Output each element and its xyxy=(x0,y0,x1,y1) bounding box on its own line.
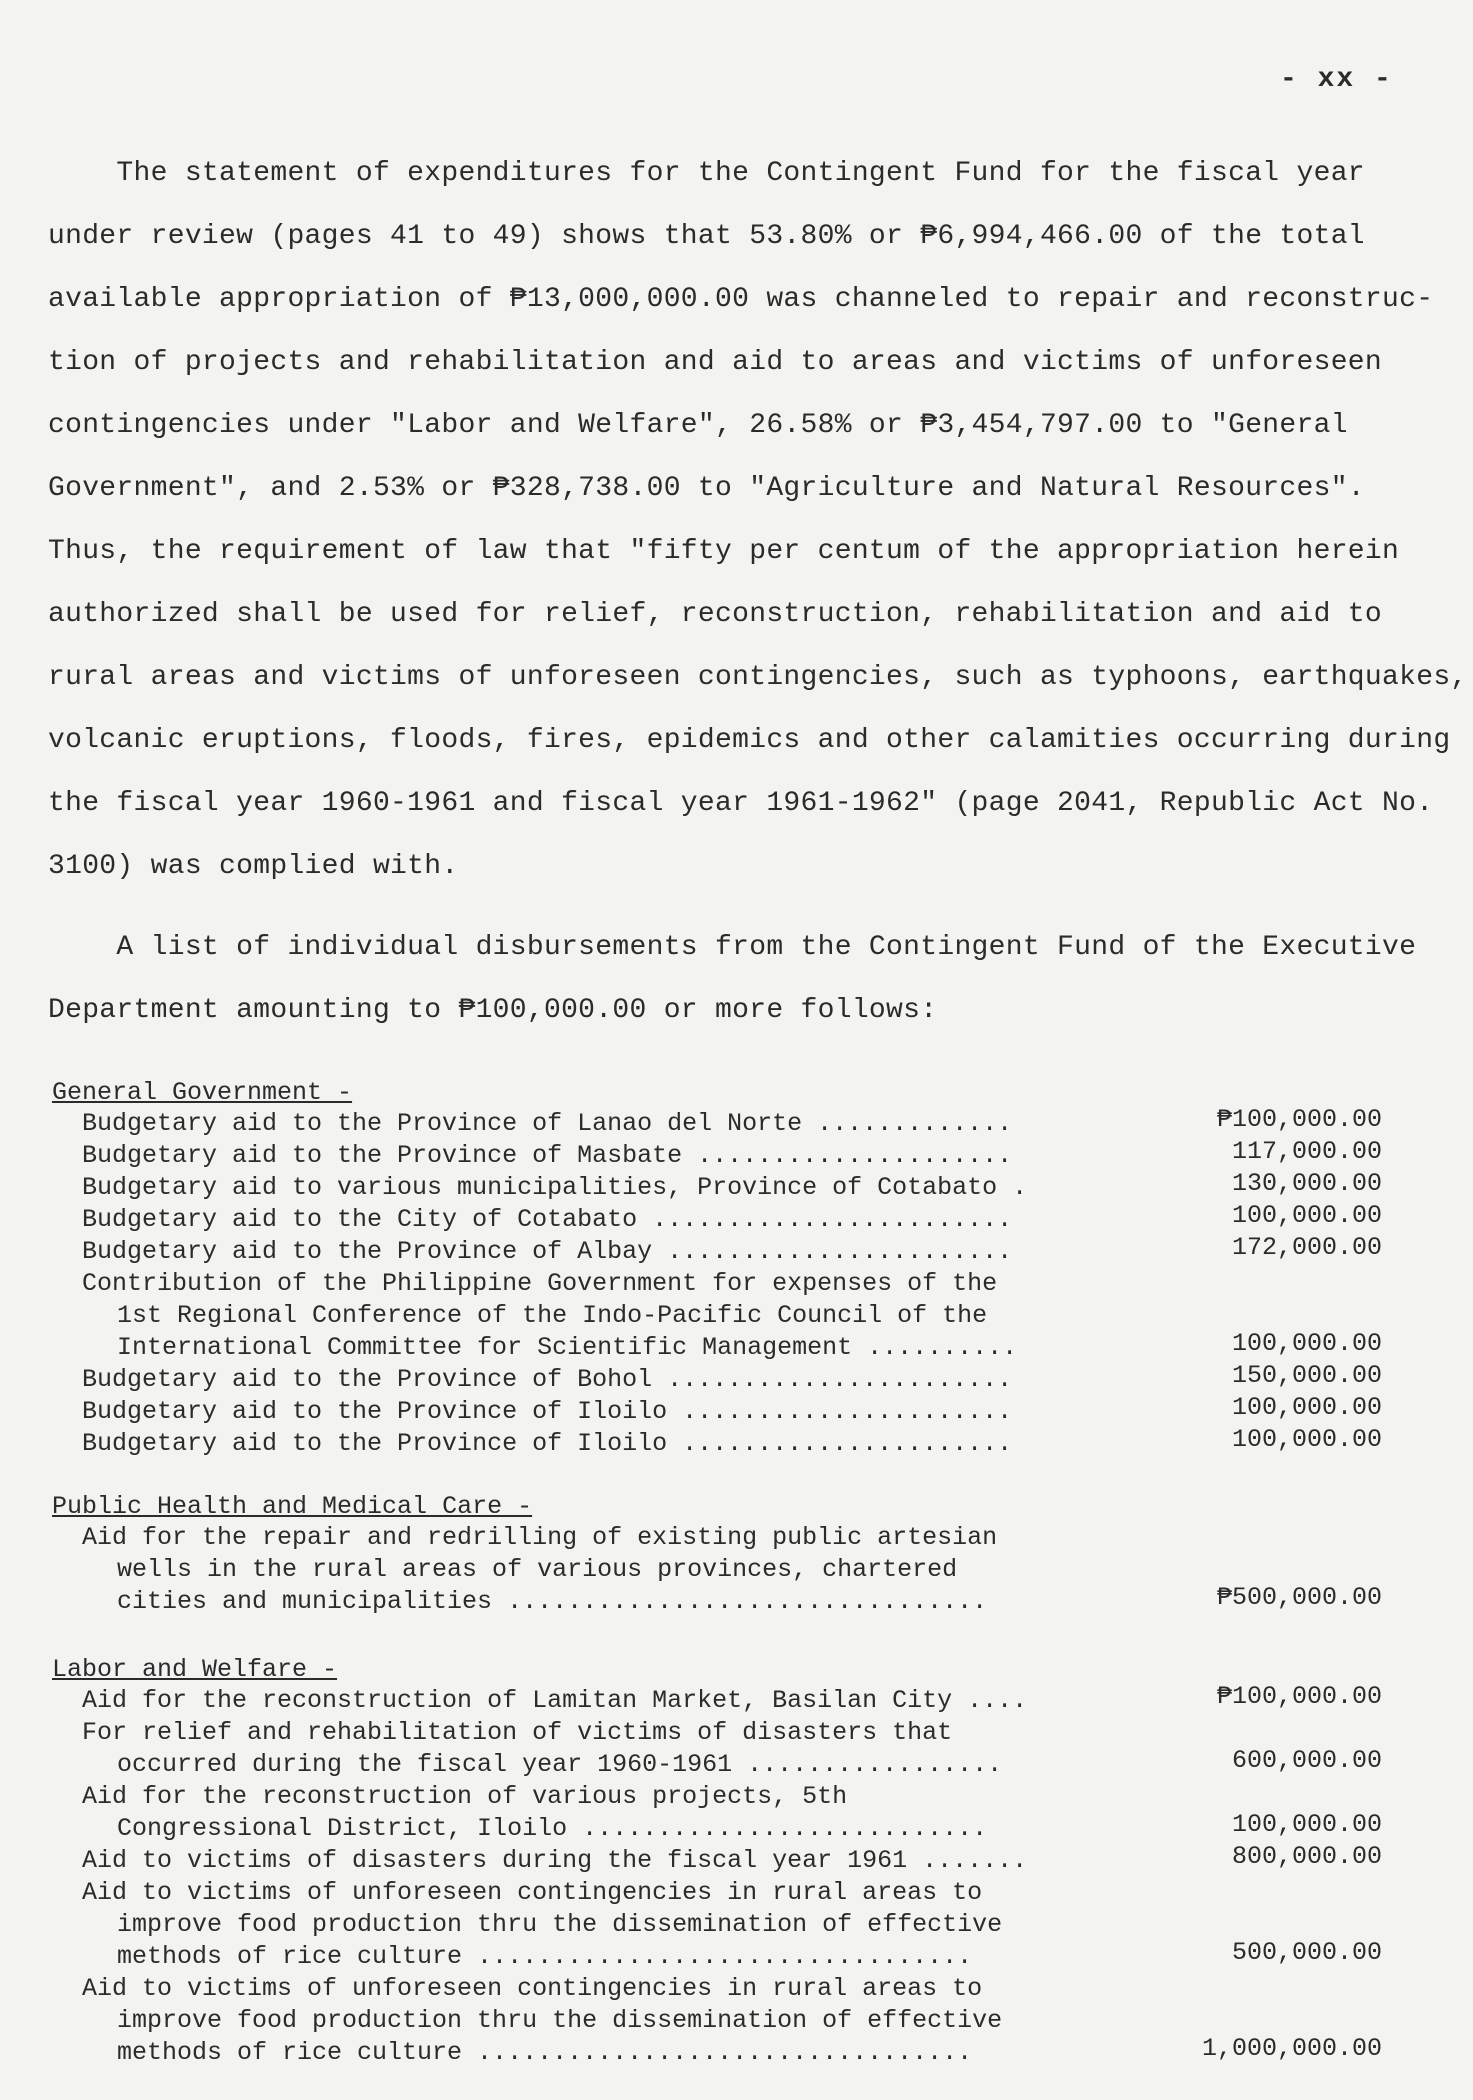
item-description: Budgetary aid to the Province of Masbate ..................... xyxy=(82,1141,1013,1170)
item-description: Aid to victims of unforeseen contingencies in rural areas to xyxy=(82,1974,983,2003)
section-heading: Labor and Welfare - xyxy=(52,1655,338,1684)
item-description: Aid for the reconstruction of various projects, 5th xyxy=(82,1782,848,1811)
paragraph-disbursements-intro xyxy=(48,916,1428,1042)
item-amount: 800,000.00 xyxy=(1231,1842,1382,1871)
text-line: contingencies under "Labor and Welfare", 26.58% or ₱3,454,797.00 to "General xyxy=(48,410,1348,441)
disbursement-item xyxy=(52,1361,1382,1396)
item-description: cities and municipalities ................................ xyxy=(117,1587,988,1616)
item-amount: 100,000.00 xyxy=(1231,1329,1382,1358)
text-line: 3100) was complied with. xyxy=(48,851,459,882)
text-line: tion of projects and rehabilitation and aid to areas and victims of unforeseen xyxy=(48,347,1383,378)
disbursement-item xyxy=(52,1717,1382,1781)
item-description: Budgetary aid to the Province of Lanao del Norte ............. xyxy=(82,1109,1013,1138)
disbursement-item xyxy=(52,1842,1382,1877)
paragraph-expenditures-statement xyxy=(48,142,1468,898)
disbursement-item xyxy=(52,1425,1382,1460)
item-description: Aid to victims of unforeseen contingencies in rural areas to xyxy=(82,1878,983,1907)
item-description: Budgetary aid to the City of Cotabato ........................ xyxy=(82,1205,1013,1234)
text-line: A list of individual disbursements from the Contingent Fund of the Executive xyxy=(48,932,1417,963)
item-amount: 117,000.00 xyxy=(1231,1137,1382,1166)
item-description: Budgetary aid to the Province of Albay ....................... xyxy=(82,1237,1013,1266)
disbursement-item xyxy=(52,1682,1382,1717)
text-line: volcanic eruptions, floods, fires, epidemics and other calamities occurring during xyxy=(48,725,1451,756)
text-line: the fiscal year 1960-1961 and fiscal year 1961-1962" (page 2041, Republic Act No. xyxy=(48,788,1434,819)
item-description: 1st Regional Conference of the Indo-Pacific Council of the xyxy=(117,1301,988,1330)
item-description: methods of rice culture ................................. xyxy=(117,1942,973,1971)
item-description: Congressional District, Iloilo ........................... xyxy=(117,1814,988,1843)
item-amount: 100,000.00 xyxy=(1231,1201,1382,1230)
section-heading: Public Health and Medical Care - xyxy=(52,1492,533,1521)
text-line: authorized shall be used for relief, reconstruction, rehabilitation and aid to xyxy=(48,599,1383,630)
item-amount: 130,000.00 xyxy=(1231,1169,1382,1198)
disbursement-item xyxy=(52,1973,1382,2069)
item-amount: 100,000.00 xyxy=(1231,1425,1382,1454)
text-line: The statement of expenditures for the Contingent Fund for the fiscal year xyxy=(48,158,1365,189)
item-description: Contribution of the Philippine Government for expenses of the xyxy=(82,1269,998,1298)
item-amount: ₱500,000.00 xyxy=(1216,1583,1382,1612)
item-description: wells in the rural areas of various provinces, chartered xyxy=(117,1555,958,1584)
item-amount: 500,000.00 xyxy=(1231,1938,1382,1967)
section-general-government xyxy=(52,1078,1382,1460)
disbursement-item xyxy=(52,1105,1382,1140)
disbursement-item xyxy=(52,1877,1382,1973)
item-description: Aid to victims of disasters during the fiscal year 1961 ....... xyxy=(82,1846,1028,1875)
item-description: improve food production thru the dissemination of effective xyxy=(117,1910,1003,1939)
section-heading: General Government - xyxy=(52,1078,353,1107)
item-amount: 172,000.00 xyxy=(1231,1233,1382,1262)
disbursement-item xyxy=(52,1233,1382,1268)
text-line: available appropriation of ₱13,000,000.00 was channeled to repair and reconstruc- xyxy=(48,284,1434,315)
item-description: For relief and rehabilitation of victims of disasters that xyxy=(82,1718,953,1747)
disbursement-item xyxy=(52,1137,1382,1172)
item-description: Budgetary aid to the Province of Iloilo ...................... xyxy=(82,1397,1013,1426)
item-description: International Committee for Scientific Management .......... xyxy=(117,1333,1018,1362)
item-description: Aid for the reconstruction of Lamitan Market, Basilan City .... xyxy=(82,1686,1028,1715)
disbursement-item xyxy=(52,1781,1382,1845)
item-description: Aid for the repair and redrilling of existing public artesian xyxy=(82,1523,998,1552)
item-amount: ₱100,000.00 xyxy=(1216,1682,1382,1711)
item-amount: 100,000.00 xyxy=(1231,1393,1382,1422)
item-description: improve food production thru the dissemination of effective xyxy=(117,2006,1003,2035)
text-line: Government", and 2.53% or ₱328,738.00 to "Agriculture and Natural Resources". xyxy=(48,473,1365,504)
item-amount: 1,000,000.00 xyxy=(1201,2034,1382,2063)
item-description: Budgetary aid to the Province of Iloilo ...................... xyxy=(82,1429,1013,1458)
page-number: - xx - xyxy=(1280,64,1393,95)
section-public-health xyxy=(52,1492,1382,1618)
item-amount: 600,000.00 xyxy=(1231,1746,1382,1775)
item-description: Budgetary aid to the Province of Bohol ....................... xyxy=(82,1365,1013,1394)
disbursement-item xyxy=(52,1393,1382,1428)
section-labor-welfare xyxy=(52,1655,1382,2069)
item-amount: ₱100,000.00 xyxy=(1216,1105,1382,1134)
text-line: Thus, the requirement of law that "fifty per centum of the appropriation herein xyxy=(48,536,1400,567)
text-line: under review (pages 41 to 49) shows that 53.80% or ₱6,994,466.00 of the total xyxy=(48,221,1365,252)
text-line: Department amounting to ₱100,000.00 or more follows: xyxy=(48,995,938,1026)
item-description: Budgetary aid to various municipalities, Province of Cotabato . xyxy=(82,1173,1028,1202)
disbursement-item xyxy=(52,1522,1382,1618)
disbursement-item xyxy=(52,1201,1382,1236)
disbursement-item xyxy=(52,1169,1382,1204)
item-description: occurred during the fiscal year 1960-1961 ................. xyxy=(117,1750,1003,1779)
text-line: rural areas and victims of unforeseen contingencies, such as typhoons, earthquakes, xyxy=(48,662,1468,693)
item-amount: 100,000.00 xyxy=(1231,1810,1382,1839)
disbursement-item xyxy=(52,1268,1382,1364)
item-description: methods of rice culture ................................. xyxy=(117,2038,973,2067)
item-amount: 150,000.00 xyxy=(1231,1361,1382,1390)
